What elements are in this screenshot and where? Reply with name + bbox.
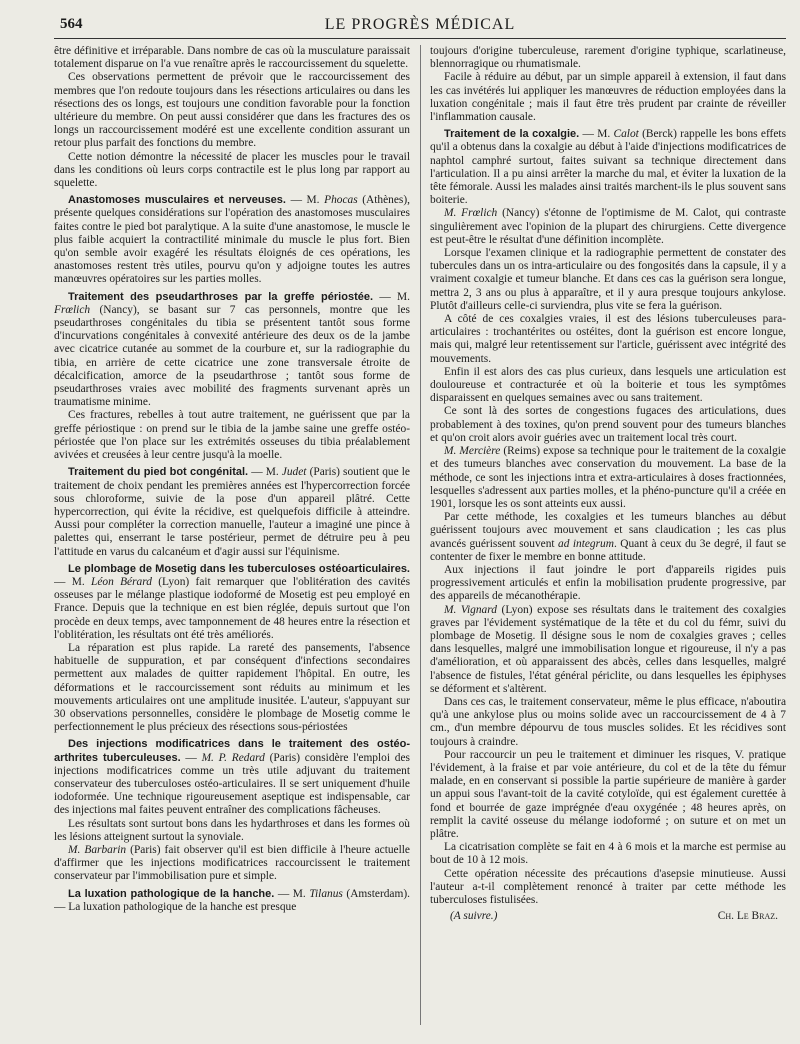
- signature: Ch. Le Braz.: [717, 910, 778, 923]
- author-name: Léon Bérard: [90, 575, 152, 588]
- author-name: Tilanus: [309, 887, 343, 900]
- paragraph: M. Mercière (Reims) expose sa technique pour le traitement de la coxalgie et des tumeurs blanches avec conservation du mouvement. La base de la méthode, ce sont les injections intra et extra-articulaires à doses fractionnées, lesquelles s'adressent aux parties molles, et la phéno-puncture qu'il a créée en 1901, lorsque les os sont atteints eux aussi.: [430, 445, 786, 510]
- paragraph: La cicatrisation complète se fait en 4 à 6 mois et la marche est permise au bout de 10 à 12 mois.: [430, 841, 786, 867]
- paragraph: M. Barbarin (Paris) fait observer qu'il est bien difficile à l'heure actuelle d'affirmer que les injections modificatrices raccourcissent le traitement conservateur par l'immobilisation pure et simple.: [54, 843, 410, 883]
- journal-title: LE PROGRÈS MÉDICAL: [324, 16, 516, 33]
- section-heading: La luxation pathologique de la hanche.: [68, 887, 275, 900]
- paragraph: toujours d'origine tuberculeuse, rarement d'origine typhique, scarlatineuse, blennorragique ou rhumatismale.: [430, 45, 786, 71]
- section-injections: Des injections modificatrices dans le traitement des ostéo-arthrites tuberculeuses. — M. P. Redard (Paris) considère l'emploi des injections modificatrices comme un très utile adjuvant du traitement conservateur des tuberculoses ostéo-articulaires. Il se sert uniquement d'huile iodoformée. Une technique rigoureusement aseptique est indispensable, car des injections mal faites peuvent entraîner des complications fâcheuses.: [54, 738, 410, 817]
- author-name: Judet: [281, 466, 307, 479]
- paragraph: Lorsque l'examen clinique et la radiographie permettent de constater des tubercules dans un os intra-articulaire ou des fongosités dans la capsule, il y a vraiment coxalgie et tumeur blanche. Et dans ces cas la guérison sera longue, mettra 2, 3 ans ou plus à apparaître, et il y aura presque toujours ankylose. Plutôt d'ailleurs celle-ci surviendra, plus vite se fera la guérison.: [430, 247, 786, 312]
- page-number: 564: [60, 16, 83, 32]
- section-coxalgie: Traitement de la coxalgie. — M. Calot (Berck) rappelle les bons effets qu'il a obtenus dans la coxalgie au début à l'aide d'injections modificatrices de naphtol camphré surtout, faites suivant sa technique directement dans l'articulation. Il a pu ainsi arrêter la marche du mal, et éviter la luxation de la tête fémorale. Aussi les malades ainsi traités marchent-ils le plus souvent sans boiterie.: [430, 128, 786, 207]
- author-name: M. Mercière: [444, 445, 501, 458]
- paragraph: Les résultats sont surtout bons dans les hydarthroses et dans les formes où les lésions atteignent surtout la synoviale.: [54, 817, 410, 843]
- paragraph: La réparation est plus rapide. La rareté des pansements, l'absence habituelle de suppuration, et par conséquent d'infections secondaires permettent aux malades de quitter rapidement l'hôpital. En outre, les déformations et le raccourcissement sont réduits au minimum et les mouvements articulaires ont une amplitude inusitée. L'auteur, s'appuyant sur 30 observations personnelles, considère le plombage de Mosetig comme le perfectionnement le plus précieux des résections sous-périostées: [54, 641, 410, 734]
- paragraph: M. Vignard (Lyon) expose ses résultats dans le traitement des coxalgies graves par l'évidement systématique de la tête et du col du fémr, suivi du plombage de Mosetig. Il désigne sous le nom de coxalgies graves ; celles dans lesquelles, malgré une immobilisation longue et rigoureuse, il n'y a pas d'amélioration, et où apparaissent des abcès, celles dans lesquelles, malgré l'absence de fistules, l'état général périclite, ou dans lesquelles les épiphyses se déforment et s'altèrent.: [430, 603, 786, 695]
- author-name: Phocas: [324, 194, 358, 207]
- paragraph: M. Frœlich (Nancy) s'étonne de l'optimisme de M. Calot, qui contraste singulièrement avec l'opinion de la plupart des chirurgiens. Cette divergence est peut-être le résultat d'une définition incomplète.: [430, 207, 786, 246]
- author-name: Calot: [613, 128, 639, 141]
- paragraph: Aux injections il faut joindre le port d'appareils rigides puis progressivement articulés et enfin la mobilisation prudente progressive, par des appareils de mécanothérapie.: [430, 563, 786, 603]
- author-name: M. P. Redard: [201, 751, 265, 764]
- section-heading: Traitement des pseudarthroses par la greffe périostée.: [68, 290, 374, 303]
- section-heading: Traitement de la coxalgie.: [444, 128, 580, 141]
- section-luxation: La luxation pathologique de la hanche. — M. Tilanus (Amsterdam). — La luxation pathologique de la hanche est presque: [54, 887, 410, 913]
- text-columns: [54, 45, 786, 1025]
- paragraph: Ces observations permettent de prévoir que le raccourcissement des membres que l'on redoute toujours dans les résections articulaires ou dans les résections des os longs, est toujours une condition favorable pour la fonction ultérieure du membre. On peut aussi considérer que dans les fractures des os longs un raccourcissement modéré est une excellente condition assurant un retour plus parfait des fonctions du membre.: [54, 71, 410, 150]
- paragraph: A côté de ces coxalgies vraies, il est des lésions tuberculeuses para-articulaires : trochantérites ou ostéites, dont la guérison est encore longue, mais qui, malgré leur retentissement sur l'article, guérissent avec intégrité des mouvements.: [430, 313, 786, 365]
- page-header: [54, 14, 786, 39]
- left-column: [54, 45, 410, 1025]
- section-anastomoses: Anastomoses musculaires et nerveuses. — M. Phocas (Athènes), présente quelques considérations sur l'opération des anastomoses musculaires faites contre le pied bot paralytique. A la suite d'une anastomose, le muscle le plus faible acquiert la contractilité minimale du muscle le plus fort. Bien qu'on semble avoir exagéré les résultats éloignés de ces opérations, les anastomoses restent très utiles, pourvu qu'on y adjoigne toutes les autres manœuvres opératoires sur les parties molles.: [54, 194, 410, 286]
- paragraph: Par cette méthode, les coxalgies et les tumeurs blanches au début guérissent toujours avec mouvement et sans claudication ; les cas plus avancés guérissent souvent ad integrum. Quant à ceux du 3e degré, il faut se contenter de fixer le membre en bonne attitude.: [430, 511, 786, 563]
- to-be-continued: (A suivre.): [450, 910, 498, 923]
- author-name: M. Frœlich: [444, 207, 498, 220]
- section-pied-bot: Traitement du pied bot congénital. — M. Judet (Paris) soutient que le traitement de choix pendant les premières années est l'hypercorrection forcée sous chloroforme, suivie de la pose d'un appareil plâtré. Cette hypercorrection, qui évite la récidive, est quelquefois difficile à atteindre. Aussi pour compléter la correction manuelle, l'auteur a imaginé une pince à palettes qui, enserrant le tarse postérieur, permet de détruire peu à peu l'attitude en varus du calcanéum et d'agir aussi sur l'équinisme.: [54, 466, 410, 558]
- paragraph: Facile à réduire au début, par un simple appareil à extension, il faut dans les cas invétérés lui appliquer les manœuvres de réduction employées dans la luxation congénitale ; mais il faut être très prudent par crainte de réveiller l'inflammation causale.: [430, 71, 786, 124]
- author-name: Frœlich: [54, 303, 91, 316]
- author-name: M. Barbarin: [68, 843, 127, 856]
- section-heading: Le plombage de Mosetig dans les tuberculoses ostéoarticulaires.: [68, 562, 410, 575]
- paragraph: Cette opération nécessite des précautions d'asepsie minutieuse. Aussi l'auteur a-t-il complètement renoncé à traiter par cette méthode les tuberculoses fistulisées.: [430, 867, 786, 906]
- paragraph: Cette notion démontre la nécessité de placer les muscles pour le travail dans les conditions où leurs corps contractile est le plus long par rapport au squelette.: [54, 150, 410, 190]
- author-name: M. Vignard: [444, 603, 497, 616]
- paragraph: être définitive et irréparable. Dans nombre de cas où la musculature paraissait totalement disparue on l'a vue renaître après le raccourcissement du squelette.: [54, 45, 410, 71]
- section-heading: Anastomoses musculaires et nerveuses.: [68, 194, 286, 207]
- section-heading: Des injections modificatrices dans le traitement des ostéo-arthrites tuberculeuses.: [54, 738, 410, 764]
- paragraph: Dans ces cas, le traitement conservateur, même le plus efficace, n'aboutira qu'à une ankylose plus ou moins solide avec un raccourcissement de 4 à 7 cm., d'un membre dépourvu de tous muscles solides. Et les récidives sont toujours à craindre.: [430, 695, 786, 748]
- section-pseudarthroses: Traitement des pseudarthroses par la greffe périostée. — M. Frœlich (Nancy), se basant sur 7 cas personnels, montre que les pseudarthroses congénitales du tibia se présentent tantôt sous forme d'incurvations congénitales à convexité antérieure des deux os de la jambe avec cicatrice cutanée au sommet de la courbure et, sur la radiographie du tibia, en arrière de cette cicatrice une zone transversale étroite de décalcification, amorce de la pseudarthrose ; tantôt sous forme de pseudarthroses vraies avec mobilité des fragments survenant après un traumatisme minime.: [54, 290, 410, 409]
- section-heading: Traitement du pied bot congénital.: [68, 466, 249, 479]
- paragraph: Ce sont là des sortes de congestions fugaces des articulations, dues probablement à des toxines, qu'on prend souvent pour des tumeurs blanches et qu'on croit alors avoir guéries avec un traitement local très court.: [430, 405, 786, 444]
- paragraph: Ces fractures, rebelles à tout autre traitement, ne guérissent que par la greffe périostique : on prend sur le tibia de la jambe saine une greffe ostéo-périostée que l'on place sur les extrémités osseuses du tibia préalablement avivées et creusées à leur centre jusqu'à la moelle.: [54, 409, 410, 462]
- paragraph: Enfin il est alors des cas plus curieux, dans lesquels une articulation est douloureuse et contracturée et où la boiterie et tous les symptômes disparaissent en quelques semaines avec ou sans traitement.: [430, 365, 786, 405]
- section-plombage: Le plombage de Mosetig dans les tuberculoses ostéoarticulaires. — M. Léon Bérard (Lyon) fait remarquer que l'oblitération des cavités osseuses par le mélange plastique iodoformé de Mosetig est peu employé en France. Depuis que la technique en est bien réglée, depuis surtout que l'on procède en deux temps, avec tamponnement de 48 heures entre la résection et l'oblitération, les résultats ont été très améliorés.: [54, 562, 410, 641]
- right-column: [420, 45, 786, 1025]
- article-footer: [430, 910, 786, 923]
- paragraph: Pour raccourcir un peu le traitement et diminuer les risques, V. pratique l'évidement, à la fraise et par voie antérieure, du col et de la tête du fémur malade, en en conservant si possible la partie supérieure de manière à garder un appui sous l'avant-toit de la cavité cotyloïde, qui est également curettée à fond et bourrée de gaze imprégnée d'eau oxygénée ; 48 heures après, on remplit la cavité osseuse du mélange iodoformé ; on suture et on met un plâtre.: [430, 748, 786, 840]
